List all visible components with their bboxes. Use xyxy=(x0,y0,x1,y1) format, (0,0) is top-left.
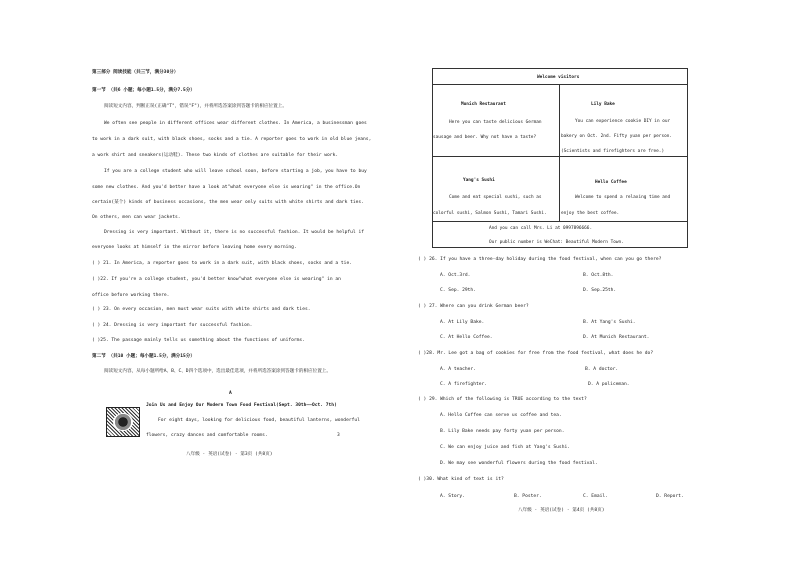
statement-23: ( ) 23. On every occasion, men must wear suits with white shirts and dark ties. xyxy=(92,307,311,312)
festival-line: For eight days, looking for delicious food, beautiful lanterns, wonderful xyxy=(158,418,360,423)
part-heading: 第三部分 阅读技能（共三节，满分30分） xyxy=(92,70,179,75)
option: B. At Yang's Sushi. xyxy=(583,320,636,325)
option: D. At Munich Restaurant. xyxy=(583,335,650,340)
hello-coffee-name: Hello Coffee xyxy=(595,180,627,185)
option: D. Sep.25th. xyxy=(583,288,617,293)
statement-22-cont: office before working there. xyxy=(92,293,170,298)
option: C. A firefighter. xyxy=(440,382,488,387)
right-footer: 八年级 · 英语(试卷) · 第4页 (共8页) xyxy=(518,508,605,513)
lily-bake-name: Lily Bake xyxy=(591,102,615,107)
passage-line: If you are a college student who will leave school soon, before starting a job, you have to buy xyxy=(104,169,367,174)
question-28: ( )28. Mr. Lee got a bag of cookies for free from the food festival, what does he do? xyxy=(418,351,654,356)
festival-title: Join Us and Enjoy Our Modern Town Food Festival(Sept. 30th——Oct. 7th) xyxy=(146,403,337,408)
passage-line: a work shirt and sneakers(运动鞋). These two kinds of clothes are suitable for their work. xyxy=(92,153,339,158)
option: A. A teacher. xyxy=(440,367,476,372)
option: B. Poster. xyxy=(514,494,542,499)
lily-bake-desc: bakery on Oct. 2nd. Fifty yuan per person. xyxy=(561,134,673,139)
option: A. Story. xyxy=(440,494,465,499)
question-26: ( ) 26. If you have a three-day holiday during the food festival, when can you go there? xyxy=(418,257,662,262)
option: B. A doctor. xyxy=(585,367,619,372)
lily-bake-desc: You can experience cookie DIY in our xyxy=(575,119,671,124)
option: C. At Hello Coffee. xyxy=(440,335,493,340)
passage-line: We often see people in different offices wear different clothes. In America, a businessman goes xyxy=(104,121,367,126)
hello-coffee-desc: enjoy the best coffee. xyxy=(561,211,620,216)
left-footer: 八年级 · 英语(试卷) · 第3页 (共8页) xyxy=(186,452,273,457)
question-30: ( )30. What kind of text is it? xyxy=(418,477,504,482)
option: A. At Lily Bake. xyxy=(440,320,485,325)
question-29: ( ) 29. Which of the following is TRUE according to the text? xyxy=(418,397,587,402)
option: B. Oct.8th. xyxy=(583,273,614,278)
option: D. Report. xyxy=(656,494,684,499)
question-27: ( ) 27. Where can you drink German beer? xyxy=(418,304,529,309)
passage-line: to work in a dark suit, with black shoes, socks and a tie. A reporter goes to work in old blue jeans, xyxy=(92,137,372,142)
munich-restaurant-name: Munich Restaurant xyxy=(461,102,506,107)
contact-phone: And you can call Mrs. Li at 0997896666. xyxy=(489,226,593,231)
option: C. We can enjoy juice and fish at Yang's Sushi. xyxy=(440,445,570,450)
festival-logo-image xyxy=(106,407,140,437)
munich-restaurant-desc: Here you can taste delicious German xyxy=(449,120,542,125)
option: C. Sep. 29th. xyxy=(440,288,476,293)
welcome-visitors-table xyxy=(432,68,688,248)
table-title: Welcome visitors xyxy=(537,75,580,80)
passage-line: some new clothes. And you'd better have a look at"what everyone else is wearing" in the office.On xyxy=(92,185,361,190)
option: A. Hello Coffee can serve us coffee and tea. xyxy=(440,413,562,418)
hello-coffee-desc: Welcome to spend a relaxing time and xyxy=(575,195,671,200)
passage-line: On others, men can wear jackets. xyxy=(92,215,181,220)
statement-21: ( ) 21. In America, a reporter goes to work in a dark suit, with black shoes, socks and a tie. xyxy=(92,261,352,266)
statement-22: ( )22. If you're a college student, you'd better know"what everyone else is wearing" in an xyxy=(92,277,341,282)
passage-line: Dressing is very important. Without it, there is no successful fashion. It would be helpful if xyxy=(104,230,364,235)
statement-24: ( ) 24. Dressing is very important for successful fashion. xyxy=(92,323,253,328)
section2-instruction: 阅读短文内容，从每小题所给A、B、C、D四个选项中，选出最佳选项，并将所选答案涂到答题卡的相应位置上。 xyxy=(104,369,331,374)
passage-a-label: A xyxy=(229,391,232,396)
yangs-sushi-desc: colorful sushi, Salmon Sushi, Tamari Sushi. xyxy=(433,211,547,216)
public-number: Our public number is WeChat: Beautiful Modern Town. xyxy=(489,240,624,245)
statement-25: ( )25. The passage mainly tells us something about the functions of uniforms. xyxy=(92,338,305,343)
option: D. A policeman. xyxy=(588,382,630,387)
yangs-sushi-name: Yang's Sushi xyxy=(463,178,495,183)
passage-line: everyone looks at himself in the mirror before leaving home every morning. xyxy=(92,245,297,250)
passage-line: certain(某个) kinds of business occasions, the men wear only suits with white shirts and dark ties. xyxy=(92,200,364,205)
munich-restaurant-desc: sausage and beer. Why not have a taste? xyxy=(433,135,537,140)
option: D. We may see wonderful flowers during the food festival. xyxy=(440,461,598,466)
lily-bake-desc: (Scientists and firefighters are free.) xyxy=(561,149,665,154)
section1-heading: 第一节 （共6 小题；每小题1.5分，满分7.5分） xyxy=(92,88,195,93)
section1-instruction: 阅读短文内容，判断正误(正确"T"，错误"F")，并将所选答案涂到答题卡的相应位置上。 xyxy=(104,104,287,109)
option: C. Email. xyxy=(583,494,608,499)
section2-heading: 第二节 （共10 小题；每小题1.5分，满分15分） xyxy=(92,354,195,359)
festival-line: flowers, crazy dances and comfortable rooms. xyxy=(146,433,268,438)
option: B. Lily Bake needs pay forty yuan per person. xyxy=(440,429,565,434)
yangs-sushi-desc: Come and eat special sushi, such as xyxy=(449,195,542,200)
option: A. Oct.3rd. xyxy=(440,273,471,278)
page-number: 3 xyxy=(337,433,340,438)
